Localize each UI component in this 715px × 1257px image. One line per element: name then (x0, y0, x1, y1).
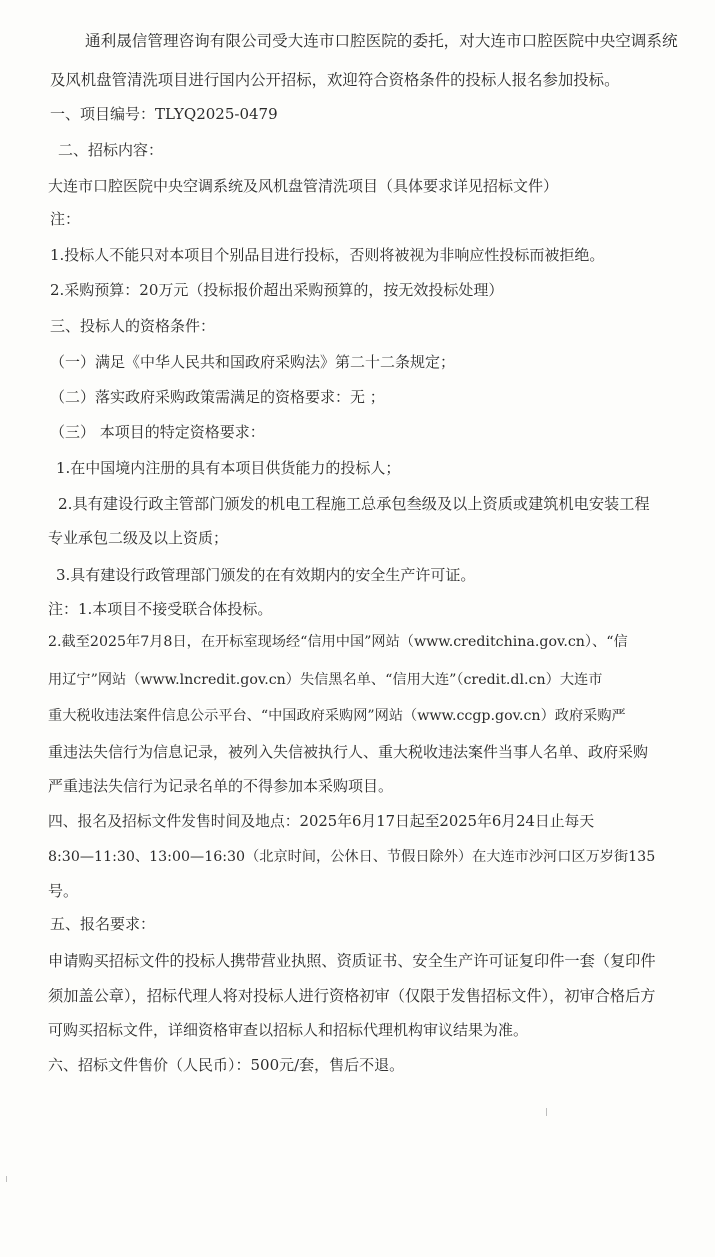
text-line: 五、报名要求： (50, 915, 156, 933)
text-line: 三、投标人的资格条件： (50, 317, 216, 335)
text-line: 一、项目编号：TLYQ2025-0479 (50, 105, 278, 123)
scan-speck (6, 1176, 7, 1182)
text-line: 四、报名及招标文件发售时间及地点：2025年6月17日起至2025年6月24日止每天 (48, 813, 595, 830)
text-line: 须加盖公章），招标代理人将对投标人进行资格初审（仅限于发售招标文件），初审合格后方 (48, 987, 656, 1005)
text-line: 1.在中国境内注册的具有本项目供货能力的投标人； (56, 459, 401, 477)
text-line: 重大税收违法案件信息公示平台、“中国政府采购网”网站（www.ccgp.gov.cn）政府采购严 (48, 708, 626, 724)
text-line: 申请购买招标文件的投标人携带营业执照、资质证书、安全生产许可证复印件一套（复印件 (48, 952, 656, 970)
text-line: 2.采购预算：20万元（投标报价超出采购预算的，按无效投标处理） (50, 281, 504, 299)
text-line: 1.投标人不能只对本项目个别品目进行投标，否则将被视为非响应性投标而被拒绝。 (50, 246, 605, 264)
text-line: 六、招标文件售价（人民币）：500元/套，售后不退。 (48, 1056, 405, 1074)
text-line: （一）满足《中华人民共和国政府采购法》第二十二条规定； (50, 353, 456, 371)
text-line: 号。 (48, 882, 79, 900)
text-line: 严重违法失信行为记录名单的不得参加本采购项目。 (48, 777, 394, 795)
scan-speck (546, 1108, 547, 1116)
text-line: 注：1.本项目不接受联合体投标。 (48, 600, 273, 618)
text-line: 及风机盘管清洗项目进行国内公开招标，欢迎符合资格条件的投标人报名参加投标。 (50, 71, 620, 89)
text-line: （三） 本项目的特定资格要求： (50, 423, 265, 441)
text-line: 2.具有建设行政主管部门颁发的机电工程施工总承包叁级及以上资质或建筑机电安装工程 (58, 495, 650, 513)
text-line: 可购买招标文件，详细资格审查以招标人和招标代理机构审议结果为准。 (48, 1021, 529, 1039)
text-line: 二、招标内容： (58, 141, 164, 159)
text-line: 2.截至2025年7月8日，在开标室现场经“信用中国”网站（www.creditchina.gov.cn）、“信 (48, 634, 628, 650)
text-line: 大连市口腔医院中央空调系统及风机盘管清洗项目（具体要求详见招标文件） (48, 177, 559, 195)
text-line: 注： (50, 210, 81, 228)
text-line: 3.具有建设行政管理部门颁发的在有效期内的安全生产许可证。 (56, 566, 476, 584)
text-line: 通利晟信管理咨询有限公司受大连市口腔医院的委托，对大连市口腔医院中央空调系统 (85, 32, 678, 50)
text-line: （二）落实政府采购政策需满足的资格要求：无 ； (50, 388, 385, 406)
text-line: 专业承包二级及以上资质； (48, 529, 229, 547)
text-line: 重违法失信行为信息记录，被列入失信被执行人、重大税收违法案件当事人名单、政府采购 (48, 743, 649, 761)
text-line: 用辽宁”网站（www.lncredit.gov.cn）失信黑名单、“信用大连”（credit.dl.cn）大连市 (48, 672, 603, 688)
text-line: 8:30—11:30、13:00—16:30（北京时间，公休日、节假日除外）在大连市沙河口区万岁街135 (48, 849, 656, 865)
